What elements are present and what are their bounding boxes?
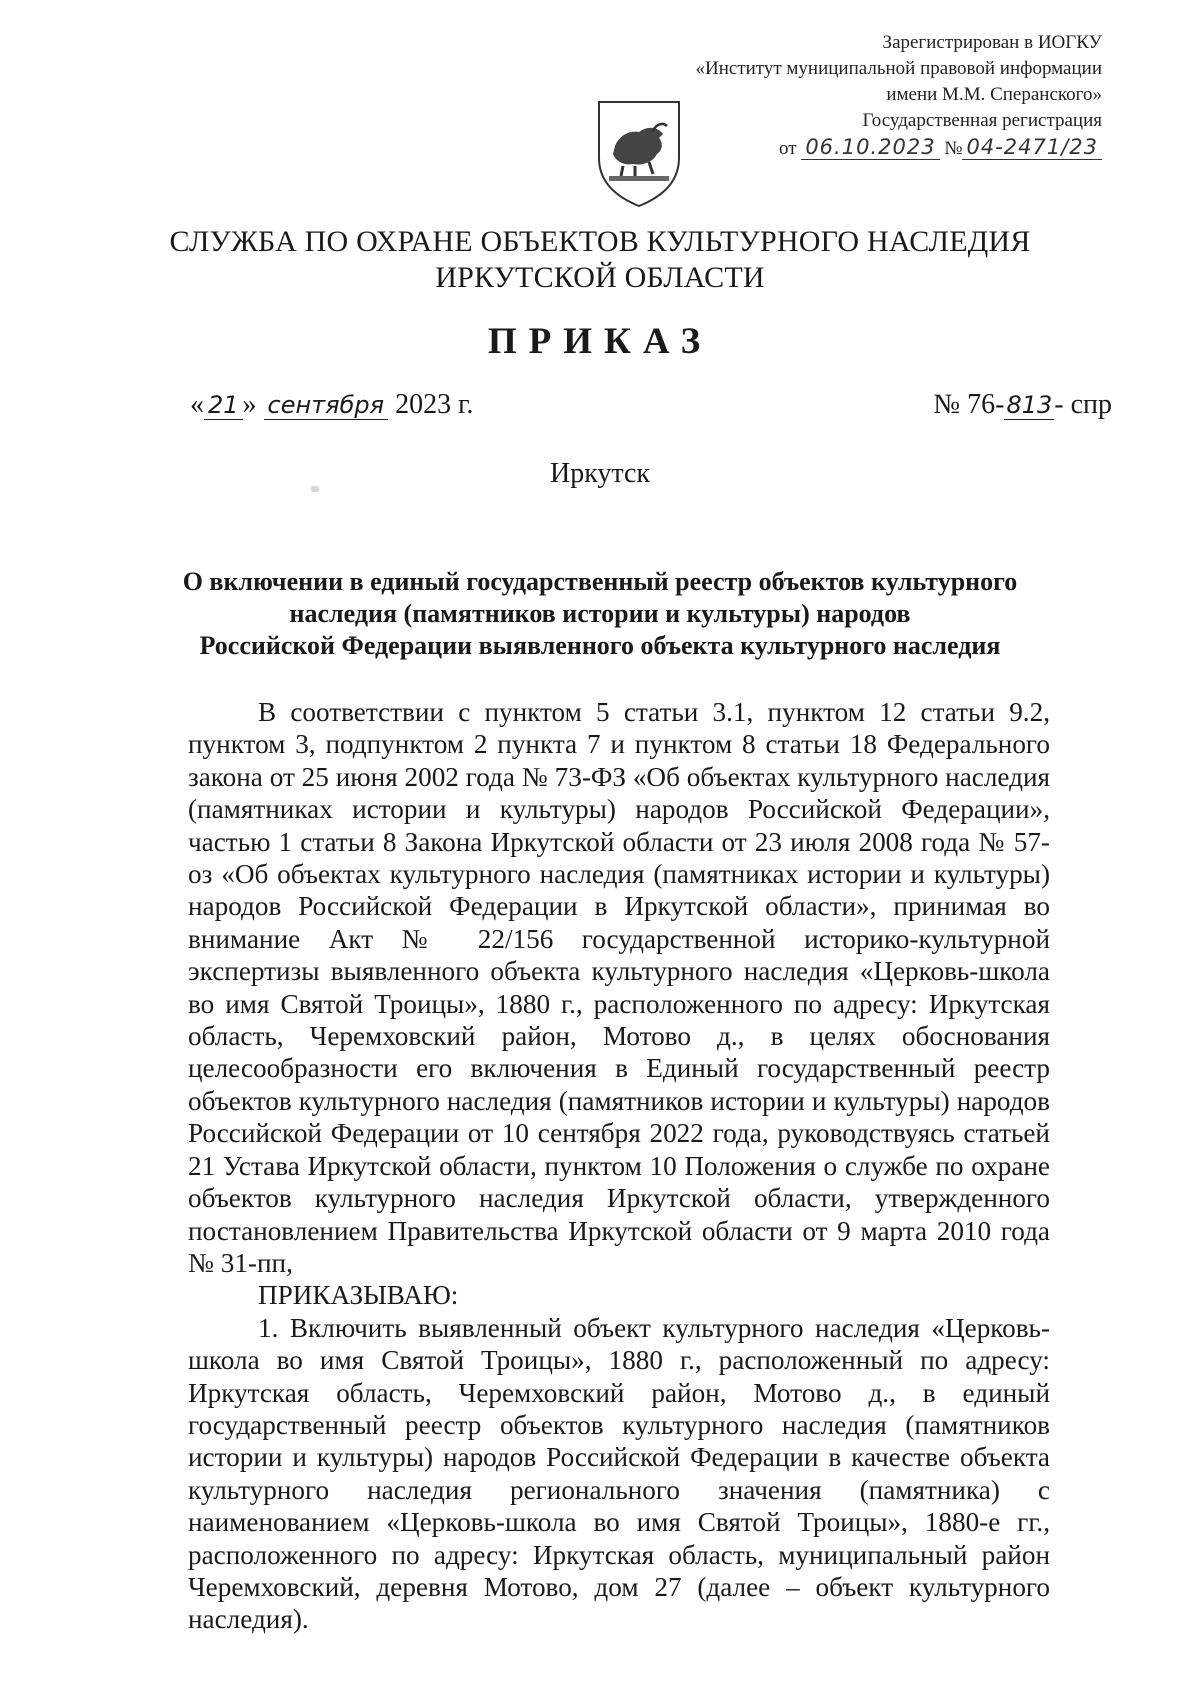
preamble-paragraph: В соответствии с пунктом 5 статьи 3.1, пунктом 12 статьи 9.2, пунктом 3, подпунктом 2 пункта 7 и пунктом 8 статьи 18 Федерального закона от 25 июня 2002 года № 73-ФЗ «Об объектах культурного наследия (памятниках истории и культуры) народов Российской Федерации», частью 1 статьи 8 Закона Иркутской области от 23 июля 2008 года № 57-оз «Об объектах культурного наследия (памятниках истории и культуры) народов Российской Федерации в Иркутской области», принимая во внимание Акт № 22/156 государственной историко-культурной экспертизы выявленного объекта культурного наследия «Церковь-школа во имя Святой Троицы», 1880 г., расположенного по адресу: Иркутская область, Черемховский район, Мотово д., в целях обоснования целесообразности его включения в Единый государственный реестр объектов культурного наследия (памятников истории и культуры) народов Российской Федерации от 10 сентября 2022 года, руководствуясь статьей 21 Устава Иркутской области, пунктом 10 Положения о службе по охране объектов культурного наследия Иркутской области, утвержденного постановлением Правительства Иркутской области от 9 марта 2010 года № 31-пп,: [188, 697, 1050, 1278]
subject-line-2: наследия (памятников истории и культуры) народов: [289, 599, 911, 628]
order-number: [933, 389, 1112, 421]
registration-line-1: Зарегистрирован в ИОГКУ: [882, 32, 1102, 53]
organization-line-1: СЛУЖБА ПО ОХРАНЕ ОБЪЕКТОВ КУЛЬТУРНОГО НАСЛЕДИЯ: [169, 225, 1031, 258]
registration-from-label: от: [779, 138, 797, 159]
city-name: Иркутск: [549, 458, 651, 489]
order-number-prefix: № 76-: [933, 389, 1005, 420]
order-number-suffix: - спр: [1054, 389, 1112, 420]
date-day-handwritten: 21: [204, 391, 243, 420]
scan-artifact: [306, 486, 324, 492]
subject-line-3: Российской Федерации выявленного объекта культурного наследия: [199, 631, 1001, 660]
registration-line-3: имени М.М. Сперанского»: [886, 84, 1102, 105]
registration-date-handwritten: 06.10.2023: [801, 135, 939, 160]
order-item-1: 1. Включить выявленный объект культурного наследия «Церковь-школа во имя Святой Троицы», 1880 г., расположенный по адресу: Иркутская область, Черемховский район, Мотово д., в единый государственный реестр объектов культурного наследия (памятников истории и культуры) народов Российской Федерации в качестве объекта культурного наследия регионального значения (памятника) с наименованием «Церковь-школа во имя Святой Троицы», 1880-е гг., расположенного по адресу: Иркутская область, муниципальный район Черемховский, деревня Мотово, дом 27 (далее – объект культурного наследия).: [188, 1312, 1050, 1635]
registration-line-2: «Институт муниципальной правовой информации: [695, 58, 1102, 79]
date-year: 2023 г.: [395, 389, 474, 420]
subject-line-1: О включении в единый государственный реестр объектов культурного: [182, 567, 1018, 596]
order-body: [188, 696, 1050, 1636]
coat-of-arms-icon: [593, 96, 685, 208]
registration-number-handwritten: 04-2471/23: [962, 135, 1102, 160]
order-word: ПРИКАЗЫВАЮ:: [258, 1280, 459, 1311]
date-quote-open: «: [190, 389, 204, 420]
date-quote-close: »: [242, 389, 257, 420]
registration-line-4: Государственная регистрация: [862, 110, 1102, 131]
order-date: [190, 389, 473, 421]
organization-line-2: ИРКУТСКОЙ ОБЛАСТИ: [435, 261, 765, 294]
order-subject: [150, 566, 1050, 662]
document-type-title: ПРИКАЗ: [487, 321, 713, 362]
registration-number-label: №: [944, 138, 963, 159]
order-number-handwritten: 813: [1006, 391, 1053, 419]
date-month-handwritten: сентября: [264, 391, 389, 420]
organization-name: [0, 224, 1200, 296]
